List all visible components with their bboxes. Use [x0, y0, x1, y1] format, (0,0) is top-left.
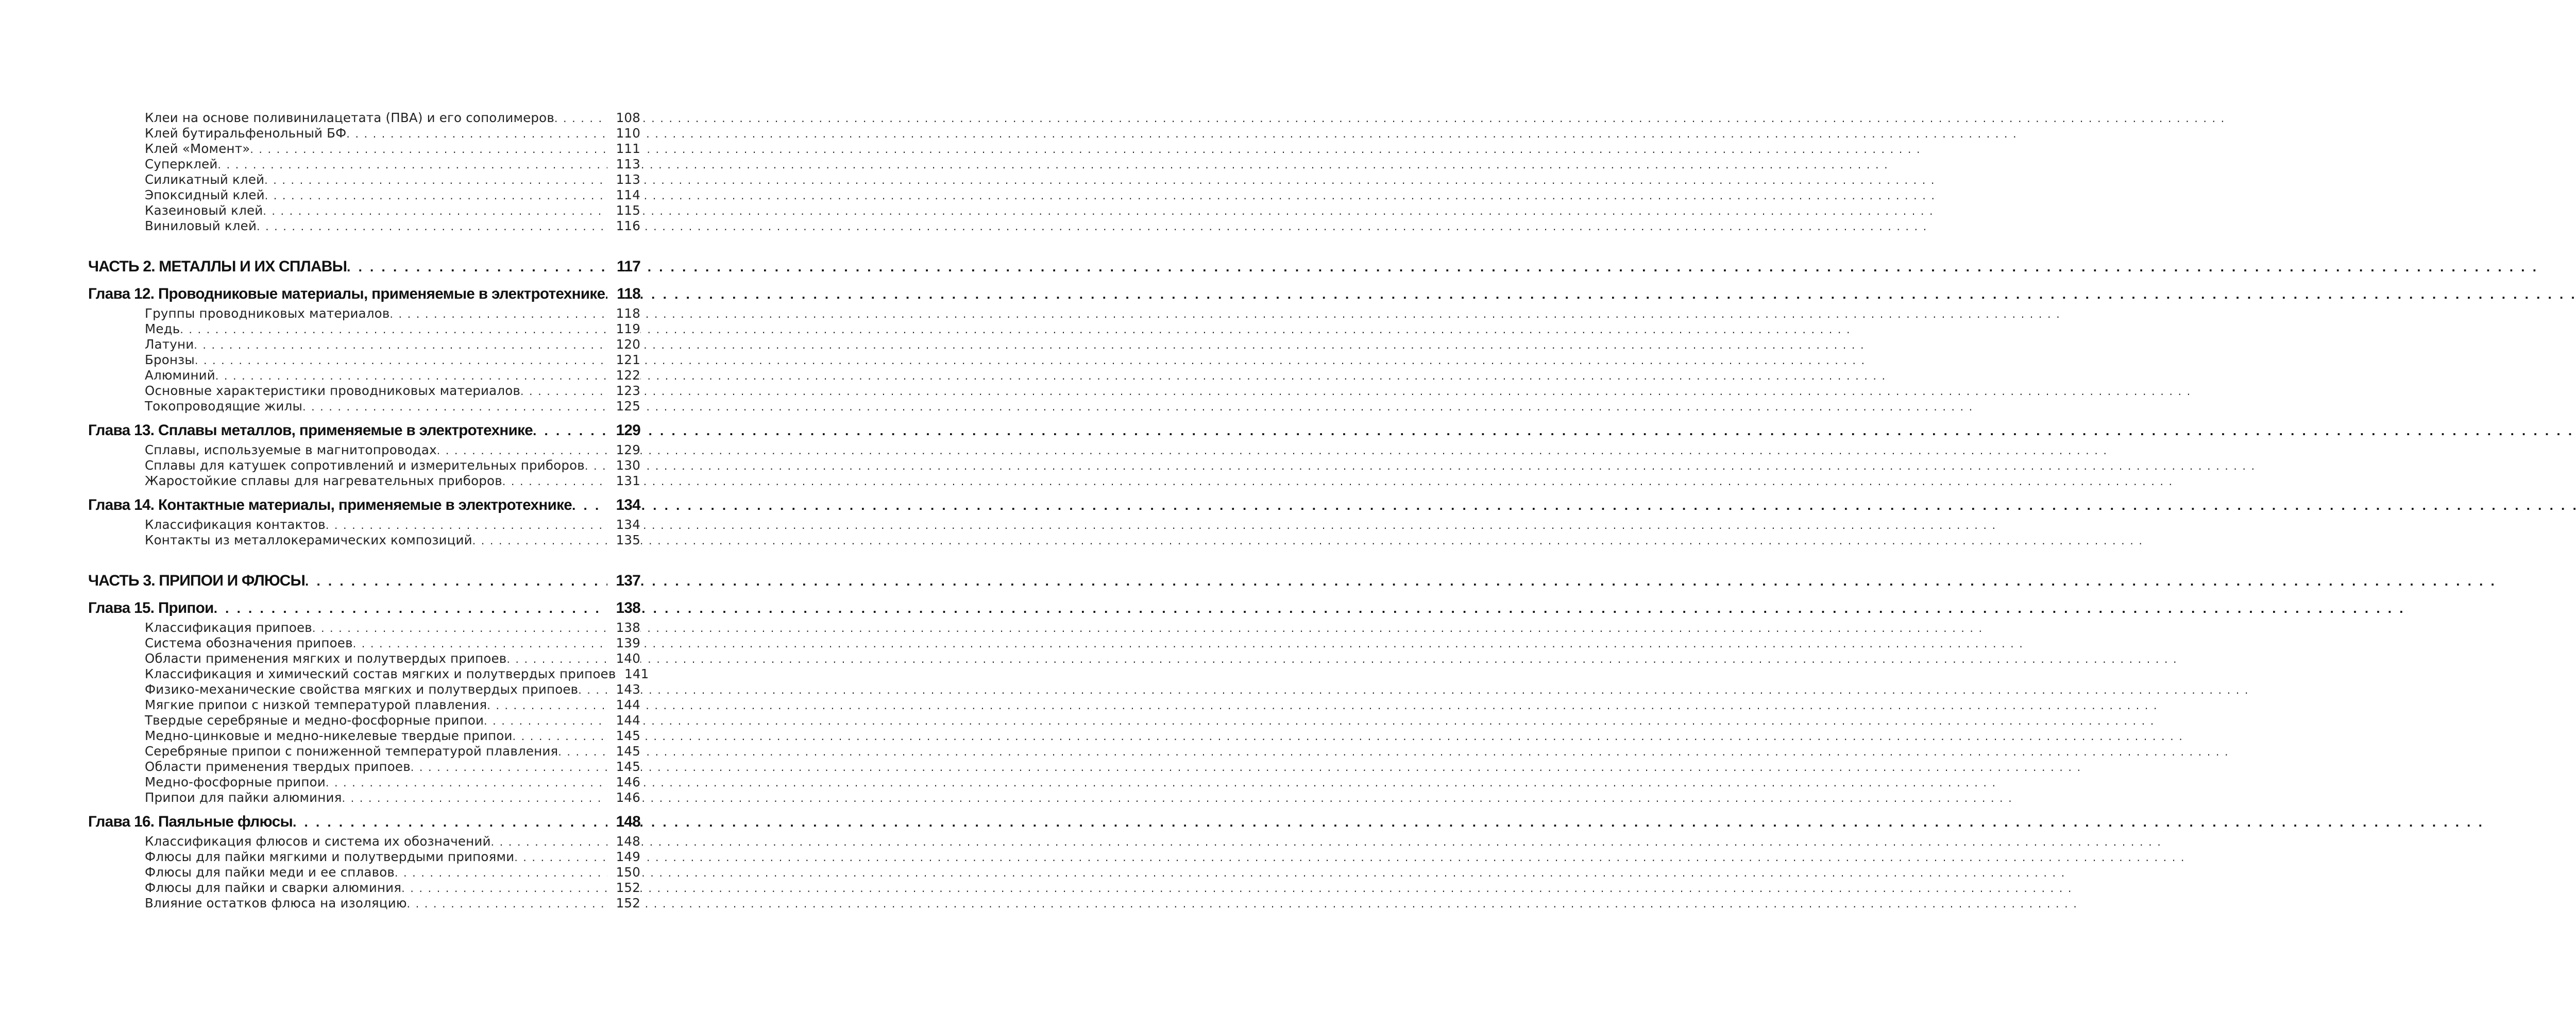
- toc-entry[interactable]: [145, 775, 640, 790]
- leader-dots: [312, 620, 607, 636]
- toc-entry-page: 130: [607, 458, 640, 473]
- leader-dots: [411, 759, 607, 775]
- toc-entry-page: 149: [607, 849, 640, 865]
- leader-dots: [572, 495, 607, 515]
- chapter-page: 118: [607, 284, 640, 304]
- part-title: ЧАСТЬ 3. ПРИПОИ И ФЛЮСЫ: [88, 571, 305, 591]
- toc-entry-title: Сплавы для катушек сопротивлений и измерительных приборов: [145, 458, 585, 473]
- toc-entry-title: Припои для пайки алюминия: [145, 790, 342, 805]
- chapter-page: 134: [607, 495, 640, 515]
- toc-part-2[interactable]: [88, 256, 640, 277]
- toc-entry[interactable]: [145, 896, 640, 911]
- toc-entry-page: 111: [607, 141, 640, 157]
- toc-entry-page: 118: [607, 306, 640, 321]
- toc-entry-page: 148: [607, 834, 640, 849]
- toc-entry-page: 139: [607, 636, 640, 651]
- table-of-contents: [88, 110, 649, 911]
- toc-entry-title: Медно-фосфорные припои: [145, 775, 326, 789]
- toc-entry[interactable]: [145, 759, 640, 775]
- toc-entry[interactable]: [145, 865, 640, 880]
- toc-entry[interactable]: [145, 834, 640, 849]
- leader-dots: [302, 399, 607, 415]
- toc-entry-title: Клей бутиральфенольный БФ: [145, 126, 347, 141]
- leader-dots: [513, 728, 607, 744]
- toc-entry-title: Контакты из металлокерамических композиций: [145, 533, 472, 547]
- toc-entry-page: 146: [607, 775, 640, 790]
- leader-dots: [407, 896, 607, 912]
- toc-entry-title: Силикатный клей: [145, 172, 265, 187]
- toc-entry-page: 110: [607, 126, 640, 141]
- leader-dots: [487, 697, 607, 713]
- toc-entry-title: Сплавы, используемые в магнитопроводах: [145, 442, 437, 457]
- toc-entry-page: 122: [607, 368, 640, 383]
- toc-entry-page: 144: [607, 713, 640, 728]
- chapter-page: 129: [607, 421, 640, 440]
- toc-entry[interactable]: [145, 383, 640, 399]
- toc-entry[interactable]: [145, 880, 640, 896]
- leader-dots: [578, 682, 607, 698]
- leader-dots: [263, 203, 607, 219]
- toc-entry-page: 145: [607, 759, 640, 775]
- toc-entry-title: Жаростойкие сплавы для нагревательных приборов: [145, 473, 502, 488]
- leader-dots: [472, 533, 607, 548]
- chapter-title: Глава 15. Припои: [88, 598, 214, 618]
- toc-part-3[interactable]: [88, 571, 640, 591]
- toc-entry-page: 113: [607, 172, 640, 187]
- toc-entry-title: Клеи на основе поливинилацетата (ПВА) и его сополимеров: [145, 110, 555, 125]
- leader-dots: [264, 172, 607, 188]
- toc-entry-title: Физико-механические свойства мягких и полутвердых припоев: [145, 682, 579, 697]
- toc-entry-title: Твердые серебряные и медно-фосфорные припои: [145, 713, 484, 728]
- toc-entry-title: Виниловый клей: [145, 218, 257, 233]
- toc-entry-title: Медь: [145, 321, 180, 336]
- leader-dots: [353, 636, 607, 651]
- toc-entry[interactable]: [145, 458, 640, 473]
- toc-entry-page: 141: [616, 666, 649, 682]
- chapter-title: Глава 13. Сплавы металлов, применяемые в электротехнике: [88, 421, 533, 440]
- toc-entry[interactable]: [145, 352, 640, 368]
- toc-entry-page: 123: [607, 383, 640, 399]
- toc-entry-title: Флюсы для пайки меди и ее сплавов: [145, 865, 395, 880]
- toc-entry-title: Области применения твердых припоев: [145, 759, 411, 774]
- toc-entry[interactable]: [145, 620, 640, 636]
- leader-dots: [506, 651, 607, 667]
- toc-entry[interactable]: [145, 473, 640, 489]
- toc-entry[interactable]: [145, 533, 640, 548]
- toc-entry[interactable]: [145, 203, 640, 218]
- leader-dots: [585, 458, 607, 474]
- leader-dots: [257, 218, 607, 234]
- toc-entry-page: 121: [607, 352, 640, 368]
- toc-entry-page: 145: [607, 744, 640, 759]
- toc-entry-page: 129: [607, 442, 640, 458]
- toc-entry[interactable]: [145, 697, 640, 713]
- toc-entry-page: 145: [607, 728, 640, 744]
- leader-dots: [533, 421, 607, 440]
- leader-dots: [194, 337, 607, 353]
- toc-entry[interactable]: [145, 306, 640, 321]
- toc-entry-title: Эпоксидный клей: [145, 187, 265, 202]
- toc-entry[interactable]: [145, 218, 640, 234]
- toc-entry-page: 152: [607, 880, 640, 896]
- leader-dots: [215, 368, 607, 384]
- toc-chapter-14[interactable]: [88, 495, 640, 515]
- toc-group-glues: [88, 110, 640, 234]
- chapter-page: 138: [607, 598, 640, 618]
- toc-entry-title: Латуни: [145, 337, 194, 352]
- toc-entry[interactable]: [145, 636, 640, 651]
- leader-dots: [214, 598, 607, 618]
- leader-dots: [326, 775, 607, 791]
- toc-entry-page: 119: [607, 321, 640, 337]
- toc-entry[interactable]: [145, 110, 640, 126]
- toc-entry[interactable]: [145, 187, 640, 203]
- toc-entry-title: Медно-цинковые и медно-никелевые твердые припои: [145, 728, 513, 743]
- toc-entry-title: Бронзы: [145, 352, 195, 367]
- toc-entry-page: 140: [607, 651, 640, 666]
- toc-entry-title: Флюсы для пайки и сварки алюминия: [145, 880, 402, 895]
- toc-entry-page: 125: [607, 399, 640, 414]
- toc-entry-title: Токопроводящие жилы: [145, 399, 303, 414]
- toc-entry-page: 134: [607, 517, 640, 533]
- toc-entry-page: 113: [607, 157, 640, 172]
- part-page: 117: [607, 256, 640, 277]
- chapter-title: Глава 16. Паяльные флюсы: [88, 812, 293, 832]
- toc-chapter-13[interactable]: [88, 421, 640, 440]
- toc-entry[interactable]: [145, 517, 640, 533]
- toc-entry[interactable]: [145, 849, 640, 865]
- leader-dots: [347, 256, 607, 277]
- leader-dots: [346, 126, 607, 142]
- toc-chapter-12[interactable]: [88, 284, 640, 304]
- toc-entry-title: Классификация и химический состав мягких и полутвердых припоев: [145, 666, 616, 681]
- toc-entry[interactable]: [145, 790, 640, 805]
- toc-entry-page: 143: [607, 682, 640, 697]
- leader-dots: [484, 713, 607, 729]
- toc-entry-page: 146: [607, 790, 640, 805]
- toc-entry-title: Мягкие припои с низкой температурой плавления: [145, 697, 487, 712]
- toc-entry-title: Влияние остатков флюса на изоляцию: [145, 896, 407, 911]
- toc-entry-page: 116: [607, 218, 640, 234]
- toc-entry-title: Серебряные припои с пониженной температурой плавления: [145, 744, 558, 759]
- toc-entry-title: Казеиновый клей: [145, 203, 263, 218]
- leader-dots: [437, 442, 607, 458]
- leader-dots: [305, 571, 607, 591]
- leader-dots: [395, 865, 607, 881]
- toc-entry[interactable]: [145, 337, 640, 352]
- toc-entry-page: 108: [607, 110, 640, 126]
- leader-dots: [342, 790, 607, 806]
- toc-entry-page: 144: [607, 697, 640, 713]
- toc-entry-title: Классификация контактов: [145, 517, 326, 532]
- leader-dots: [390, 306, 607, 322]
- chapter-title: Глава 14. Контактные материалы, применяемые в электротехнике: [88, 495, 572, 515]
- leader-dots: [514, 849, 607, 865]
- leader-dots: [520, 383, 607, 399]
- toc-entry-title: Клей «Момент»: [145, 141, 250, 156]
- toc-entry-title: Алюминий: [145, 368, 215, 383]
- leader-dots: [265, 187, 607, 203]
- leader-dots: [250, 141, 607, 157]
- leader-dots: [491, 834, 607, 850]
- toc-entry[interactable]: [145, 728, 640, 744]
- toc-chapter-15[interactable]: [88, 598, 640, 618]
- toc-entry[interactable]: [145, 126, 640, 141]
- toc-entry-page: 135: [607, 533, 640, 548]
- leader-dots: [293, 812, 607, 832]
- toc-entry-title: Классификация флюсов и система их обозначений: [145, 834, 491, 849]
- toc-entry[interactable]: [145, 399, 640, 414]
- chapter-title: Глава 12. Проводниковые материалы, применяемые в электротехнике: [88, 284, 605, 304]
- toc-entry[interactable]: [145, 651, 640, 666]
- leader-dots: [558, 744, 607, 760]
- toc-entry-title: Система обозначения припоев: [145, 636, 353, 650]
- toc-entry[interactable]: [145, 666, 649, 682]
- toc-entry-title: Основные характеристики проводниковых материалов: [145, 383, 521, 398]
- toc-entry[interactable]: [145, 442, 640, 458]
- toc-entry[interactable]: [145, 172, 640, 187]
- toc-entry-page: 138: [607, 620, 640, 636]
- chapter-page: 148: [607, 812, 640, 832]
- toc-entry-page: 131: [607, 473, 640, 489]
- leader-dots: [326, 517, 607, 533]
- toc-entry-page: 115: [607, 203, 640, 218]
- toc-entry[interactable]: [145, 368, 640, 383]
- toc-entry-page: 120: [607, 337, 640, 352]
- toc-entry-page: 152: [607, 896, 640, 911]
- part-page: 137: [607, 571, 640, 591]
- toc-entry-title: Области применения мягких и полутвердых припоев: [145, 651, 507, 666]
- toc-chapter-16[interactable]: [88, 812, 640, 832]
- toc-entry-page: 114: [607, 187, 640, 203]
- part-title: ЧАСТЬ 2. МЕТАЛЛЫ И ИХ СПЛАВЫ: [88, 256, 347, 277]
- leader-dots: [195, 352, 607, 368]
- toc-entry[interactable]: [145, 713, 640, 728]
- leader-dots: [218, 157, 607, 173]
- leader-dots: [180, 321, 607, 337]
- toc-entry[interactable]: [145, 321, 640, 337]
- toc-entry-title: Флюсы для пайки мягкими и полутвердыми припоями: [145, 849, 515, 864]
- toc-entry[interactable]: [145, 157, 640, 172]
- toc-entry[interactable]: [145, 744, 640, 759]
- toc-entry[interactable]: [145, 141, 640, 157]
- leader-dots: [502, 473, 607, 489]
- toc-entry-title: Классификация припоев: [145, 620, 312, 635]
- leader-dots: [554, 110, 607, 126]
- toc-entry-title: Суперклей: [145, 157, 218, 171]
- toc-entry-page: 150: [607, 865, 640, 880]
- toc-entry[interactable]: [145, 682, 640, 697]
- leader-dots: [401, 880, 607, 896]
- toc-entry-title: Группы проводниковых материалов: [145, 306, 390, 321]
